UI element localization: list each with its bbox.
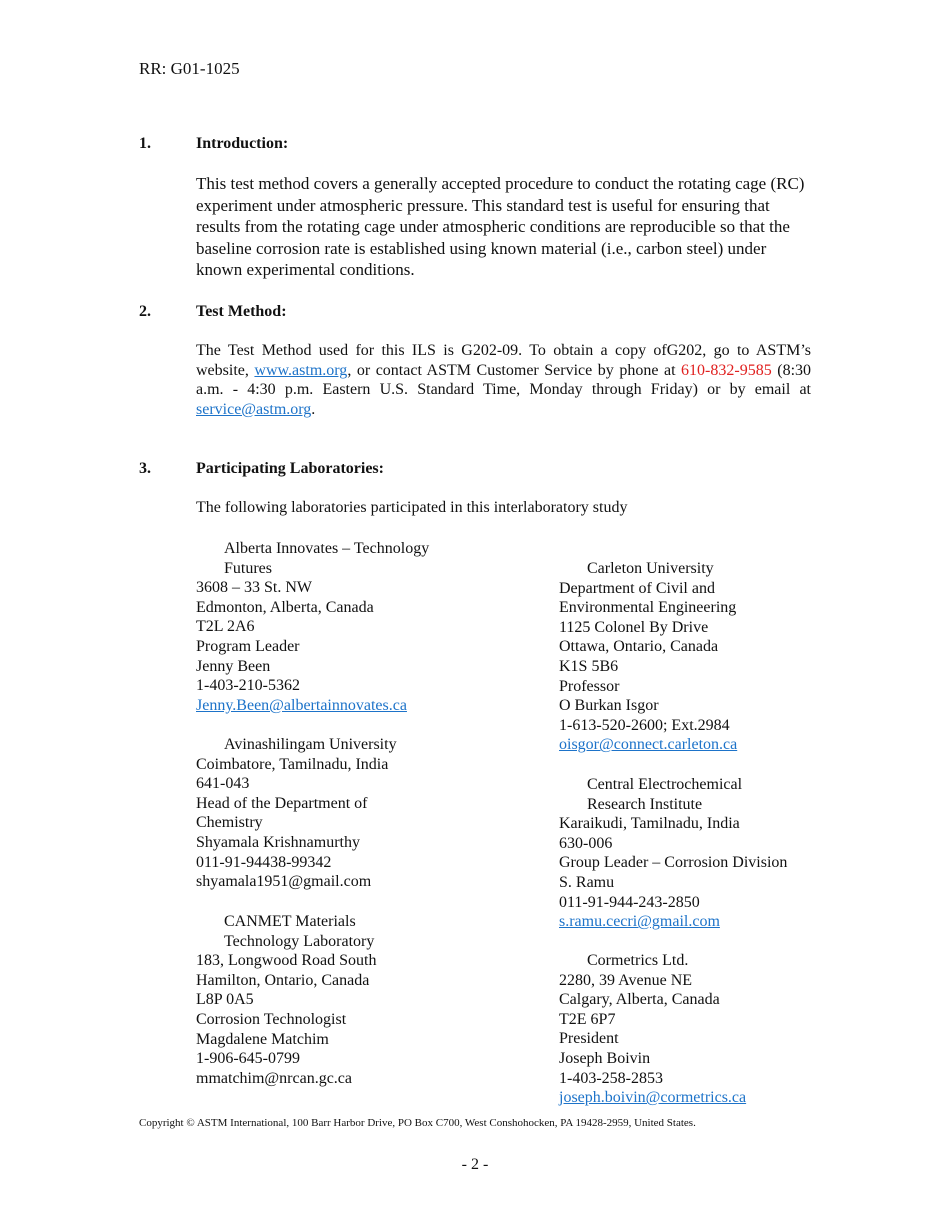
lab-line: shyamala1951@gmail.com	[196, 873, 372, 891]
page-number: - 2 -	[461, 1156, 489, 1173]
lab-line: Environmental Engineering	[559, 599, 737, 617]
lab-line: Joseph Boivin	[559, 1049, 651, 1067]
lab-line: Ottawa, Ontario, Canada	[559, 638, 719, 656]
lab-line: 641-043	[196, 775, 250, 793]
section-3-heading: Participating Laboratories:	[196, 460, 384, 477]
lab-alberta-innovates	[196, 539, 496, 715]
lab-avinashilingam-university	[196, 735, 496, 892]
lab-line: 1125 Colonel By Drive	[559, 618, 709, 636]
lab-line: 3608 – 33 St. NW	[196, 579, 312, 597]
lab-name-line: Central Electrochemical	[587, 776, 743, 793]
lab-line: Professor	[559, 677, 620, 695]
lab-line: Magdalene Matchim	[196, 1030, 329, 1048]
lab-line: T2L 2A6	[196, 618, 255, 636]
lab-name-line: Alberta Innovates – Technology	[224, 540, 430, 557]
lab-line: Chemistry	[196, 814, 263, 832]
lab-line: Karaikudi, Tamilnadu, India	[559, 815, 740, 833]
lab-line: Edmonton, Alberta, Canada	[196, 598, 374, 616]
lab-cormetrics	[559, 951, 859, 1108]
lab-name-line: Avinashilingam University	[224, 736, 397, 753]
lab-email-link[interactable]: s.ramu.cecri@gmail.com	[559, 913, 720, 931]
lab-email-link[interactable]: oisgor@connect.carleton.ca	[559, 736, 738, 754]
lab-line: T2E 6P7	[559, 1010, 616, 1028]
lab-line: 183, Longwood Road South	[196, 952, 377, 970]
lab-line: 630-006	[559, 834, 613, 852]
lab-line: 011-91-944-243-2850	[559, 893, 700, 911]
lab-name-line: CANMET Materials	[224, 913, 356, 930]
lab-line: mmatchim@nrcan.gc.ca	[196, 1069, 352, 1087]
lab-line: Corrosion Technologist	[196, 1010, 347, 1028]
lab-name-line: Futures	[224, 559, 272, 577]
lab-line: President	[559, 1030, 619, 1048]
customer-service-phone: 610-832-9585	[681, 361, 772, 379]
lab-name-line: Cormetrics Ltd.	[587, 952, 689, 969]
lab-line: 011-91-94438-99342	[196, 853, 332, 871]
section-2-heading: Test Method:	[196, 303, 287, 320]
lab-line: 1-403-210-5362	[196, 677, 300, 695]
lab-line: 2280, 39 Avenue NE	[559, 971, 693, 989]
lab-carleton-university	[559, 559, 859, 755]
document-reference: RR: G01-1025	[139, 59, 240, 78]
lab-canmet-materials	[196, 912, 496, 1088]
section-1-heading: Introduction:	[196, 135, 289, 152]
astm-service-email-link[interactable]: service@astm.org	[196, 400, 312, 418]
astm-website-link[interactable]: www.astm.org	[254, 361, 348, 379]
lab-line: 1-613-520-2600; Ext.2984	[559, 716, 730, 734]
lab-line: Coimbatore, Tamilnadu, India	[196, 755, 389, 773]
lab-line: K1S 5B6	[559, 657, 619, 675]
section-2-number: 2.	[139, 303, 151, 320]
lab-name-line: Technology Laboratory	[224, 932, 375, 950]
lab-line: L8P 0A5	[196, 991, 254, 1009]
lab-line: 1-906-645-0799	[196, 1050, 300, 1068]
lab-line: Shyamala Krishnamurthy	[196, 833, 360, 851]
lab-line: Calgary, Alberta, Canada	[559, 991, 720, 1009]
lab-line: Department of Civil and	[559, 579, 715, 597]
section-2-body: The Test Method used for this ILS is G202-09. To obtain a copy ofG202, go to ASTM’s website, www.astm.org, or contact ASTM Customer Service by phone at 610-832-9585 (8:30 a.m. - 4:30 p.m. Eastern U.S. Standard Time, Monday through Friday) or by email at service@astm.org.	[196, 342, 812, 418]
lab-email-link[interactable]: joseph.boivin@cormetrics.ca	[559, 1089, 747, 1107]
copyright-notice: Copyright © ASTM International, 100 Barr Harbor Drive, PO Box C700, West Conshohocken, PA 19428-2959, United States.	[139, 1117, 696, 1129]
lab-line: Jenny Been	[196, 657, 271, 675]
lab-name-line: Research Institute	[587, 795, 703, 813]
section-3-number: 3.	[139, 460, 151, 477]
lab-line: Program Leader	[196, 637, 300, 655]
section-3-intro: The following laboratories participated in this interlaboratory study	[196, 499, 628, 516]
lab-email-link[interactable]: Jenny.Been@albertainnovates.ca	[196, 696, 407, 714]
lab-line: S. Ramu	[559, 873, 615, 891]
lab-name-line: Carleton University	[587, 560, 714, 577]
lab-line: Group Leader – Corrosion Division	[559, 854, 788, 872]
section-1-number: 1.	[139, 135, 151, 152]
lab-line: 1-403-258-2853	[559, 1069, 663, 1087]
section-1-body: This test method covers a generally accepted procedure to conduct the rotating cage (RC) experiment under atmospheric pressure. This standard test is useful for ensuring that results from the rotating cage under atmospheric conditions are reproducible so that the baseline corrosion rate is established using known material (i.e., carbon steel) under known experimental conditions.	[196, 174, 805, 279]
lab-central-electrochemical-research-institute	[559, 775, 859, 932]
lab-line: Head of the Department of	[196, 794, 368, 812]
lab-line: O Burkan Isgor	[559, 697, 659, 715]
lab-line: Hamilton, Ontario, Canada	[196, 971, 370, 989]
